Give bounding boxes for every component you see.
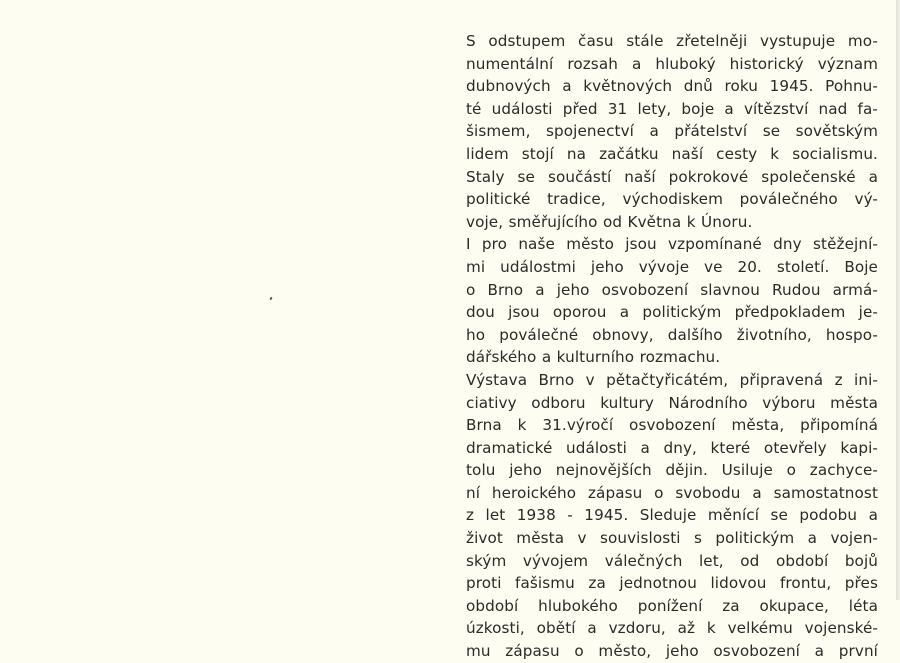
text-line: život města v souvislosti s politickým a vojen- bbox=[466, 529, 878, 548]
text-line: ho poválečné obnovy, dalšího životního, hospo- bbox=[466, 325, 878, 344]
text-line: Staly se součástí naší pokrokové společenské a bbox=[466, 167, 878, 186]
text-line: mu zápasu o město, jeho osvobození a první bbox=[466, 642, 878, 661]
text-line: I pro naše město jsou vzpomínané dny stěžejní- bbox=[466, 235, 878, 254]
text-line: Brna k 31.výročí osvobození města, připomíná bbox=[466, 416, 878, 435]
body-text-column bbox=[466, 30, 878, 663]
text-line: politické tradice, východiskem poválečného vý- bbox=[466, 190, 878, 209]
text-line: lidem stojí na začátku naší cesty k socialismu. bbox=[466, 144, 878, 163]
text-line: té události před 31 lety, boje a vítězství nad fa- bbox=[466, 99, 878, 118]
text-line: Výstava Brno v pětačtyřicátém, připravená z ini- bbox=[466, 370, 878, 389]
paper-speck bbox=[269, 297, 272, 301]
text-line: proti fašismu za jednotnou lidovou frontu, přes bbox=[466, 574, 878, 593]
text-line: ní heroického zápasu o svobodu a samostatnost bbox=[466, 483, 878, 502]
text-line: ským vývojem válečných let, od období bojů bbox=[466, 551, 878, 570]
text-line: období hlubokého ponížení za okupace, léta bbox=[466, 596, 878, 615]
text-line: ciativy odboru kultury Národního výboru města bbox=[466, 393, 878, 412]
text-line: dářského a kulturního rozmachu. bbox=[466, 348, 721, 367]
page-edge bbox=[896, 0, 900, 600]
text-line: dubnových a květnových dnů roku 1945. Pohnu- bbox=[466, 77, 878, 96]
text-line: tolu jeho nejnovějších dějin. Usiluje o zachyce- bbox=[466, 461, 878, 480]
text-line: numentální rozsah a hluboký historický význam bbox=[466, 54, 878, 73]
text-line: S odstupem času stále zřetelněji vystupuje mo- bbox=[466, 32, 878, 50]
text-line: dou jsou oporou a politickým předpokladem je- bbox=[466, 303, 878, 322]
text-line: o Brno a jeho osvobození slavnou Rudou armá- bbox=[466, 280, 878, 299]
text-line: úzkosti, obětí a vzdoru, až k velkému vojenské- bbox=[466, 619, 878, 638]
text-line: dramatické události a dny, které otevřely kapi- bbox=[466, 438, 878, 457]
text-line: šismem, spojenectví a přátelství se sovětským bbox=[466, 122, 878, 141]
text-line: voje, směřujícího od Května k Únoru. bbox=[466, 212, 753, 231]
text-line: z let 1938 - 1945. Sleduje měnící se podobu a bbox=[466, 506, 878, 525]
text-line: mi událostmi jeho vývoje ve 20. století. Boje bbox=[466, 257, 878, 276]
